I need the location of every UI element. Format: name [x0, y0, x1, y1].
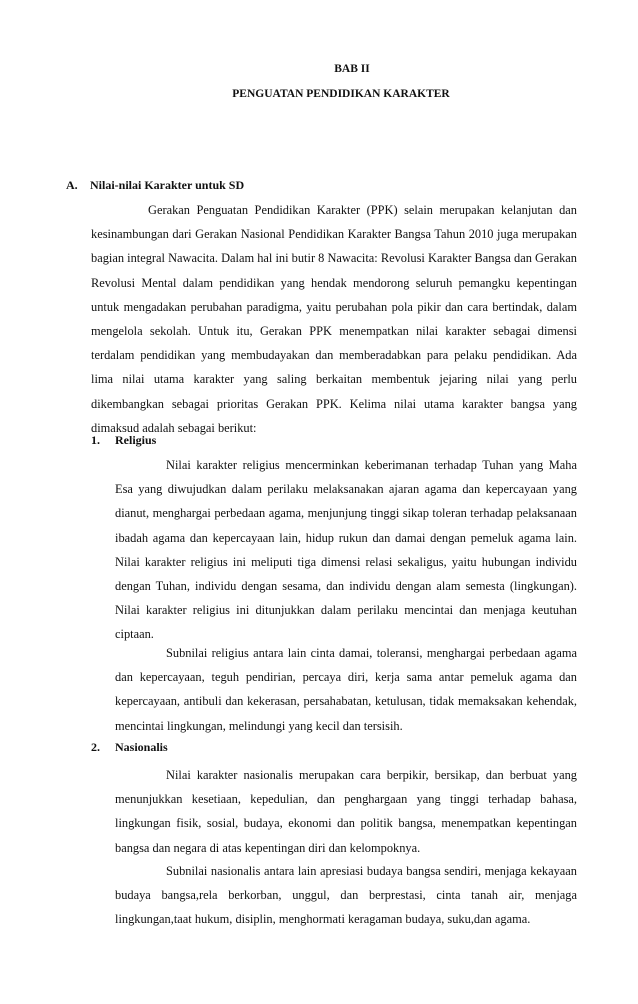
- intro-paragraph: Gerakan Penguatan Pendidikan Karakter (PPK) selain merupakan kelanjutan dan kesinambungan dari Gerakan Nasional Pendidikan Karakter Bangsa Tahun 2010 juga merupakan bagian integral Nawacita. Dalam hal ini butir 8 Nawacita: Revolusi Karakter Bangsa dan Gerakan Revolusi Mental dalam pendidikan yang hendak mendorong seluruh pemangku kepentingan untuk mengadakan perubahan paradigma, yaitu perubahan pola pikir dan cara bertindak, dalam mengelola sekolah. Untuk itu, Gerakan PPK menempatkan nilai karakter sebagai dimensi terdalam pendidikan yang membudayakan dan memberadabkan para pelaku pendidikan. Ada lima nilai utama karakter yang saling berkaitan membentuk jejaring nilai yang perlu dikembangkan sebagai prioritas Gerakan PPK. Kelima nilai utama karakter bangsa yang dimaksud adalah sebagai berikut:: [91, 203, 577, 435]
- chapter-number: BAB II: [334, 63, 370, 75]
- item-number: 2.: [91, 740, 100, 754]
- item-number: 1.: [91, 433, 100, 447]
- section-marker: A.: [66, 178, 78, 192]
- nasionalis-paragraph-2: Subnilai nasionalis antara lain apresiasi budaya bangsa sendiri, menjaga kekayaan budaya bangsa,rela berkorban, unggul, dan berprestasi, cinta tanah air, menjaga lingkungan,taat hukum, disiplin, menghormati keragaman budaya, suku,dan agama.: [115, 864, 577, 927]
- item-title: Nasionalis: [115, 740, 168, 754]
- item-heading-religius: [91, 432, 156, 448]
- chapter-title: PENGUATAN PENDIDIKAN KARAKTER: [232, 88, 450, 100]
- religius-paragraph-2: Subnilai religius antara lain cinta damai, toleransi, menghargai perbedaan agama dan kepercayaan, teguh pendirian, percaya diri, kerja sama antar pemeluk agama dan kepercayaan, antibuli dan kekerasan, persahabatan, ketulusan, tidak memaksakan kehendak, mencintai lingkungan, melindungi yang kecil dan tersisih.: [115, 646, 577, 733]
- item-title: Religius: [115, 433, 157, 447]
- religius-paragraph-1: Nilai karakter religius mencerminkan keberimanan terhadap Tuhan yang Maha Esa yang diwujudkan dalam perilaku melaksanakan ajaran agama dan kepercayaan yang dianut, menghargai perbedaan agama, menjunjung tinggi sikap toleran terhadap pelaksanaan ibadah agama dan kepercayaan lain, hidup rukun dan damai dengan pemeluk agama lain. Nilai karakter religius ini meliputi tiga dimensi relasi sekaligus, yaitu hubungan individu dengan Tuhan, individu dengan sesama, dan individu dengan alam semesta (lingkungan). Nilai karakter religius ini ditunjukkan dalam perilaku mencintai dan menjaga keutuhan ciptaan.: [115, 458, 577, 642]
- section-title: Nilai-nilai Karakter untuk SD: [90, 178, 245, 192]
- nasionalis-paragraph-1: Nilai karakter nasionalis merupakan cara berpikir, bersikap, dan berbuat yang menunjukkan kesetiaan, kepedulian, dan penghargaan yang tinggi terhadap bahasa, lingkungan fisik, sosial, budaya, ekonomi dan politik bangsa, menempatkan kepentingan bangsa dan negara di atas kepentingan diri dan kelompoknya.: [115, 768, 577, 855]
- section-heading: [66, 177, 244, 193]
- item-heading-nasionalis: [91, 739, 168, 755]
